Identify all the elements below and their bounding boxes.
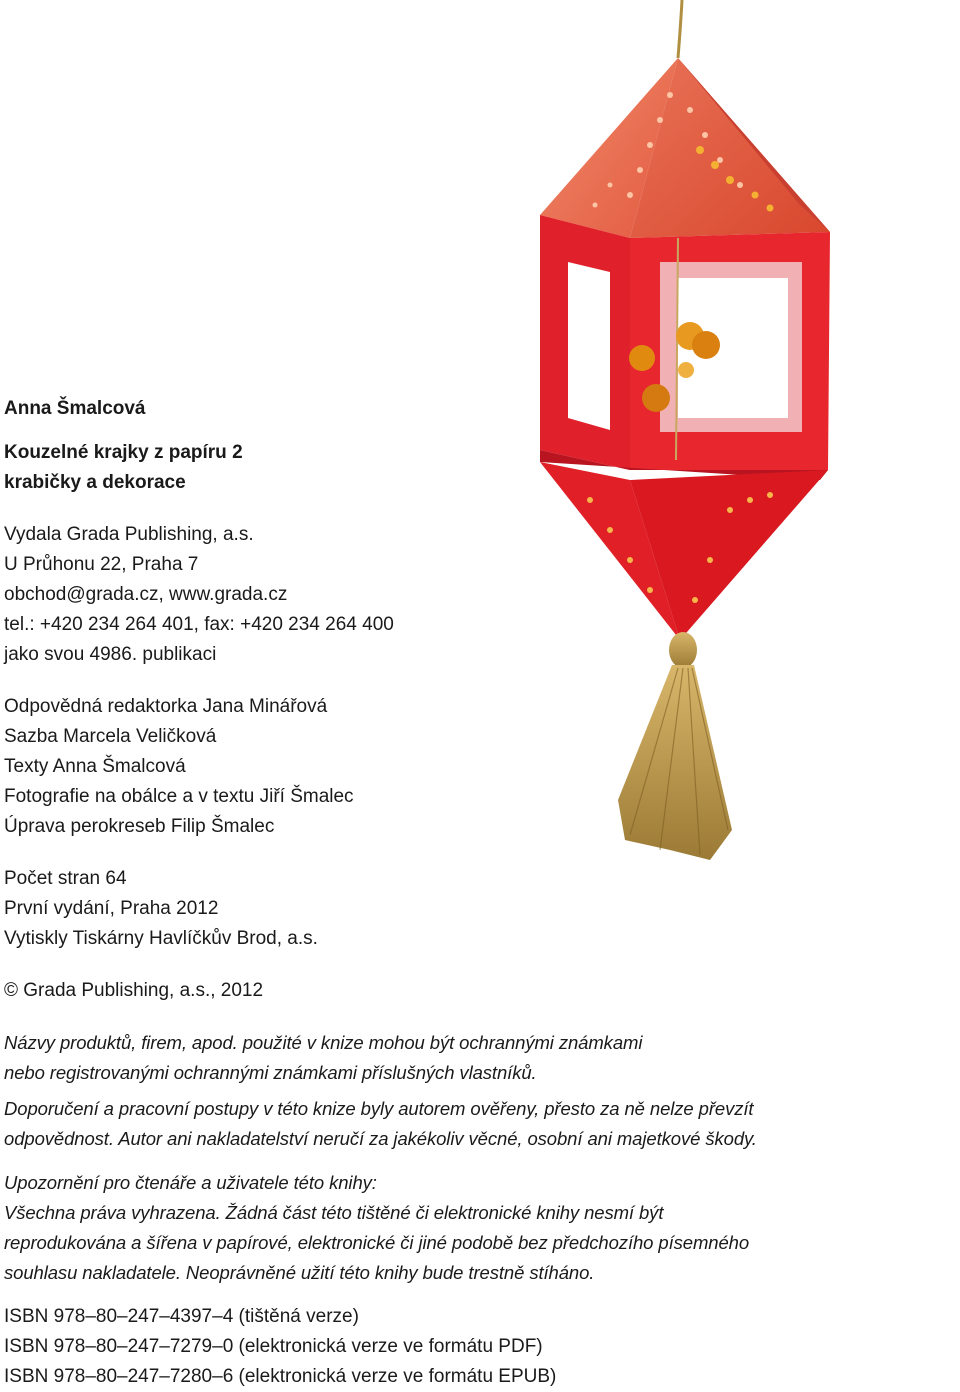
book-title-line-1: Kouzelné krajky z papíru 2 [4,442,243,463]
liability-line: Doporučení a pracovní postupy v této knize byly autorem ověřeny, přesto za ně nelze převzít [4,1098,754,1119]
edition-line: První vydání, Praha 2012 [4,898,219,919]
copyright-line: © Grada Publishing, a.s., 2012 [4,980,264,1001]
publisher-line: jako svou 4986. publikaci [4,644,217,665]
author-name: Anna Šmalcová [4,398,146,419]
trademark-line: nebo registrovanými ochrannými známkami příslušných vlastníků. [4,1062,537,1083]
credits-line: Fotografie na obálce a v textu Jiří Šmalec [4,786,354,807]
credits-line: Úprava perokreseb Filip Šmalec [4,816,275,837]
liability-line: odpovědnost. Autor ani nakladatelství neručí za jakékoliv věcné, osobní ani majetkové škody. [4,1128,757,1149]
book-title-line-2: krabičky a dekorace [4,472,186,493]
notice-heading: Upozornění pro čtenáře a uživatele této knihy: [4,1172,377,1193]
isbn-line: ISBN 978–80–247–4397–4 (tištěná verze) [4,1306,359,1327]
publisher-line: tel.: +420 234 264 401, fax: +420 234 264 400 [4,614,394,635]
edition-line: Vytiskly Tiskárny Havlíčkův Brod, a.s. [4,928,318,949]
edition-line: Počet stran 64 [4,868,127,889]
publisher-line: obchod@grada.cz, www.grada.cz [4,584,288,605]
credits-line: Sazba Marcela Veličková [4,726,217,747]
credits-line: Odpovědná redaktorka Jana Minářová [4,696,328,717]
isbn-line: ISBN 978–80–247–7279–0 (elektronická verze ve formátu PDF) [4,1336,543,1357]
notice-line: Všechna práva vyhrazena. Žádná část této tištěné či elektronické knihy nesmí být [4,1202,664,1223]
notice-line: souhlasu nakladatele. Neoprávněné užití této knihy bude trestně stíháno. [4,1262,595,1283]
publisher-line: Vydala Grada Publishing, a.s. [4,524,254,545]
imprint-block [4,394,904,1392]
trademark-line: Názvy produktů, firem, apod. použité v knize mohou být ochrannými známkami [4,1032,643,1053]
publisher-line: U Průhonu 22, Praha 7 [4,554,199,575]
notice-line: reprodukována a šířena v papírové, elektronické či jiné podobě bez předchozího písemného [4,1232,750,1253]
credits-line: Texty Anna Šmalcová [4,756,186,777]
isbn-line: ISBN 978–80–247–7280–6 (elektronická verze ve formátu EPUB) [4,1366,557,1387]
